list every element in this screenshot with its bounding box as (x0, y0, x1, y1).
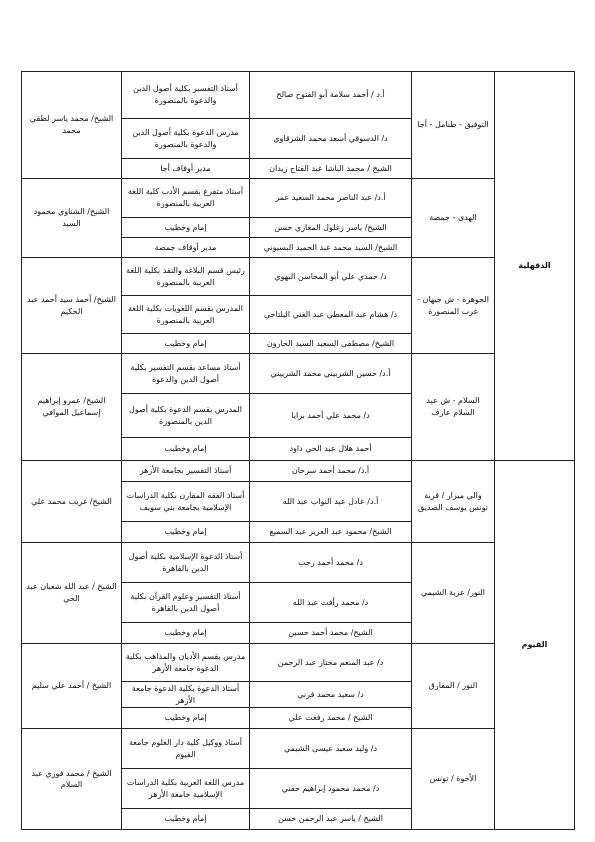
mosque-name: النور / المفارق (412, 644, 495, 729)
governorate-name: الفيوم (495, 461, 575, 830)
preacher-name: الشيخ / محمد الباشا عبد الفتاح زيدان (250, 159, 412, 179)
preacher-name: د/ سعيد محمد قرني (250, 682, 412, 708)
table-row (22, 729, 575, 769)
table-row (22, 644, 575, 682)
table-row (22, 72, 575, 119)
preacher-name: الشيخ/ مصطفى السعيد السيد الحارون (250, 334, 412, 354)
table-row (22, 461, 575, 482)
preacher-name: د/ محمد أحمد رجب (250, 543, 412, 583)
preacher-title: إمام وخطيب (122, 708, 250, 729)
preacher-name: أ.د/ حسين الشربيني محمد الشربيني (250, 354, 412, 394)
preacher-name: الشيخ / ياسر عبد الرحمن حسن (250, 809, 412, 830)
preacher-name: الشيخ / محمد رفعت علي (250, 708, 412, 729)
supervisor-name: الشيخ / عبد الله شعبان عبد الحي (22, 543, 122, 644)
preacher-name: الشيخ/ السيد محمد عبد الحميد البسيوني (250, 238, 412, 258)
preacher-title: مدير أوقاف أجا (122, 159, 250, 179)
preacher-title: رئيس قسم البلاغة والنقد بكلية اللغة العربية بالمنصورة (122, 258, 250, 296)
supervisor-name: الشيخ/ محمد ياسر لطفي محمد (22, 72, 122, 179)
preacher-title: إمام وخطيب (122, 809, 250, 830)
preacher-name: الشيخ/ ياسر زغلول المغازي حسن (250, 218, 412, 238)
preacher-name: د/ محمد علي أحمد برايا (250, 394, 412, 438)
preacher-name: د/ عبد المنعم مختار عبد الرحمن (250, 644, 412, 682)
preacher-title: أستاذ الفقه المقارن بكلية الدراسات الإسلامية بجامعة بني سويف (122, 482, 250, 522)
mosque-name: النور/ عزبة الشيمي (412, 543, 495, 644)
table-row (22, 543, 575, 583)
preacher-name: د/ محمد محمود إبراهيم حفني (250, 769, 412, 809)
assignments-table-body (22, 72, 575, 830)
preacher-title: أستاذ التفسير وعلوم القرآن بكلية أصول الدين بالقاهرة (122, 583, 250, 623)
supervisor-name: الشيخ/ غريب محمد علي (22, 461, 122, 543)
preacher-name: د/ وليد سعيد عيسى الشيمي (250, 729, 412, 769)
preacher-title: مدرس اللغة العربية بكلية الدراسات الإسلامية جامعة الأزهر (122, 769, 250, 809)
preacher-name: أ.د/ محمد أحمد سرحان (250, 461, 412, 482)
preacher-title: أستاذ ووكيل كلية دار العلوم جامعة الفيوم (122, 729, 250, 769)
mosque-name: الهدى - جمصة (412, 179, 495, 258)
preacher-name: د/ محمد رأفت عبد الله (250, 583, 412, 623)
supervisor-name: الشيخ/ الشناوي محمود السيد (22, 179, 122, 258)
preacher-name: د/ هشام عبد المعطي عبد الغني البلتاجي (250, 296, 412, 334)
preacher-title: أستاذ التفسير بكلية أصول الدين والدعوة بالمنصورة (122, 72, 250, 119)
preacher-title: أستاذ الدعوة الإسلامية بكلية أصول الدين بالقاهرة (122, 543, 250, 583)
mosque-name: السلام - ش عبد السلام عارف (412, 354, 495, 461)
supervisor-name: الشيخ/ عمرو إبراهيم إسماعيل الموافي (22, 354, 122, 461)
table-row (22, 179, 575, 218)
supervisor-name: الشيخ/ أحمد سيد أحمد عبد الحكيم (22, 258, 122, 354)
assignments-table (21, 71, 575, 830)
preacher-title: إمام وخطيب (122, 623, 250, 644)
governorate-name: الدقهلية (495, 72, 575, 461)
preacher-title: أستاذ مساعد بقسم التفسير بكلية أصول الدين والدعوة (122, 354, 250, 394)
preacher-title: إمام وخطيب (122, 522, 250, 543)
mosque-name: والي ميزار / قرية تونس يوسف الصديق (412, 461, 495, 543)
preacher-name: د/ حمدي علي أبو المحاسن البهوي (250, 258, 412, 296)
preacher-name: الشيخ/ محمد أحمد حسين (250, 623, 412, 644)
preacher-title: مدير أوقاف جمصة (122, 238, 250, 258)
mosque-name: التوفيق - طنامل - أجا (412, 72, 495, 179)
preacher-name: أحمد هلال عبد الحي داود (250, 438, 412, 461)
preacher-title: مدرس بقسم الأديان والمذاهب بكلية الدعوة جامعة الأزهر (122, 644, 250, 682)
preacher-title: أستاذ الدعوة بكلية الدعوة جامعة الأزهر (122, 682, 250, 708)
mosque-name: الأخوة / تونس (412, 729, 495, 830)
preacher-name: أ.د/ عبد الناصر محمد السعيد عمر (250, 179, 412, 218)
table-row (22, 258, 575, 296)
preacher-title: إمام وخطيب (122, 438, 250, 461)
mosque-name: الجوهرة - ش جيهان - غرب المنصورة (412, 258, 495, 354)
preacher-title: أستاذ متفرغ بقسم الأدب كلية اللغة العربية بالمنصورة (122, 179, 250, 218)
table-row (22, 354, 575, 394)
preacher-name: د/ الدسوقي أسعد محمد الشرقاوي (250, 119, 412, 159)
preacher-name: الشيخ/ محمود عبد العزيز عبد السميع (250, 522, 412, 543)
preacher-title: المدرس بقسم الدعوة بكلية أصول الدين بالمنصورة (122, 394, 250, 438)
preacher-title: إمام وخطيب (122, 334, 250, 354)
preacher-name: أ.د / أحمد سلامة أبو الفتوح صالح (250, 72, 412, 119)
preacher-title: المدرس بقسم اللغويات بكلية اللغة العربية بالمنصورة (122, 296, 250, 334)
preacher-title: إمام وخطيب (122, 218, 250, 238)
preacher-title: مدرس الدعوة بكلية أصول الدين والدعوة بالمنصورة (122, 119, 250, 159)
supervisor-name: الشيخ / أحمد علي سليم (22, 644, 122, 729)
supervisor-name: الشيخ / محمد فوزي عبد السلام (22, 729, 122, 830)
preacher-title: أستاذ التفسير بجامعة الأزهر (122, 461, 250, 482)
preacher-name: أ.د/ عادل عبد التواب عبد الله (250, 482, 412, 522)
